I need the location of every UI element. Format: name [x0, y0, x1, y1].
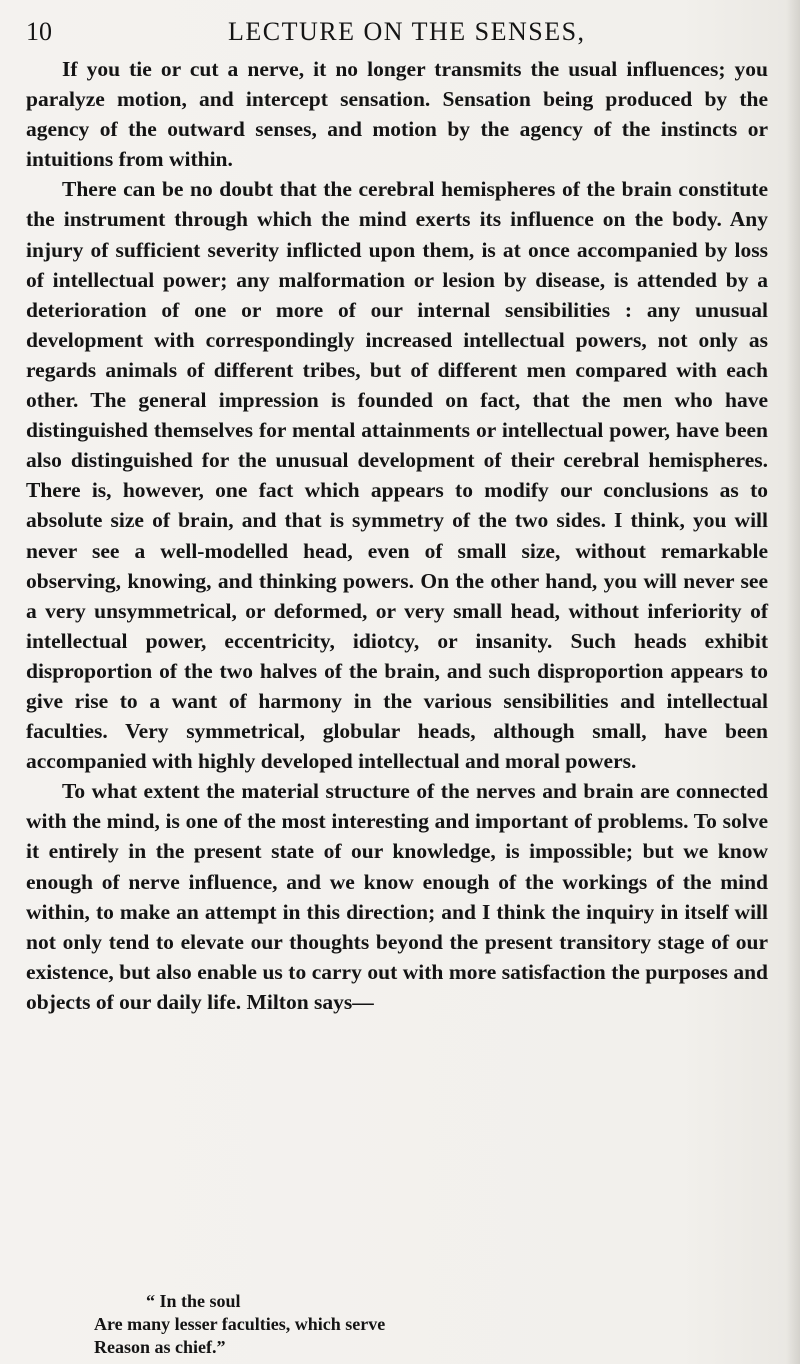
quote-line-1: “ In the soul: [146, 1291, 241, 1311]
paragraph-3: To what extent the material structure of the nerves and brain are connected with the mind, is one of the most interesting and important of problems. To solve it entirely in the present state of our knowledge, is impossible; but we know enough of nerve influence, and we know enough of the workings of the mind within, to make an attempt in this direction; and I think the inquiry in itself will not only tend to elevate our thoughts beyond the present transitory stage of our existence, but also enable us to carry out with more satisfaction the purposes and objects of our daily life. Milton says—: [26, 779, 768, 1014]
paragraph-2: There can be no doubt that the cerebral hemispheres of the brain constitute the instrument through which the mind exerts its influence on the body. Any injury of sufficient severity inflicted upon them, is at once accompanied by loss of intellectual power; any malformation or lesion by disease, is attended by a deterioration of one or more of our internal sensibilities : any unusual development with correspondingly increased intellectual powers, not only as regards animals of different tribes, but of different men compared with each other. The general impression is founded on fact, that the men who have distinguished themselves for mental attainments or intellectual power, have been also distinguished for the unusual development of their cerebral hemispheres. There is, however, one fact which appears to modify our conclusions as to absolute size of brain, and that is symmetry of the two sides. I think, you will never see a well-modelled head, even of small size, without remarkable observing, knowing, and thinking powers. On the other hand, you will never see a very unsymmetrical, or deformed, or very small head, without inferiority of intellectual power, eccentricity, idiotcy, or insanity. Such heads exhibit disproportion of the two halves of the brain, and such disproportion appears to give rise to a want of harmony in the various sensibilities and intellectual faculties. Very symmetrical, globular heads, although small, have been accompanied with highly developed intellectual and moral powers.: [26, 177, 768, 774]
block-quote: [94, 1290, 614, 1359]
running-head: LECTURE ON THE SENSES,: [228, 17, 586, 46]
paragraph-1: If you tie or cut a nerve, it no longer transmits the usual influences; you paralyze motion, and intercept sensation. Sensation being produced by the agency of the outward senses, and motion by the agency of the instincts or intuitions from within.: [26, 57, 768, 172]
page-number: 10: [26, 17, 52, 46]
page-header: [26, 14, 770, 50]
page-edge-shadow: [786, 0, 800, 1364]
body-text: [26, 54, 768, 1017]
quote-line-2: Are many lesser faculties, which serve: [94, 1314, 386, 1334]
quote-line-3: Reason as chief.”: [94, 1337, 226, 1357]
